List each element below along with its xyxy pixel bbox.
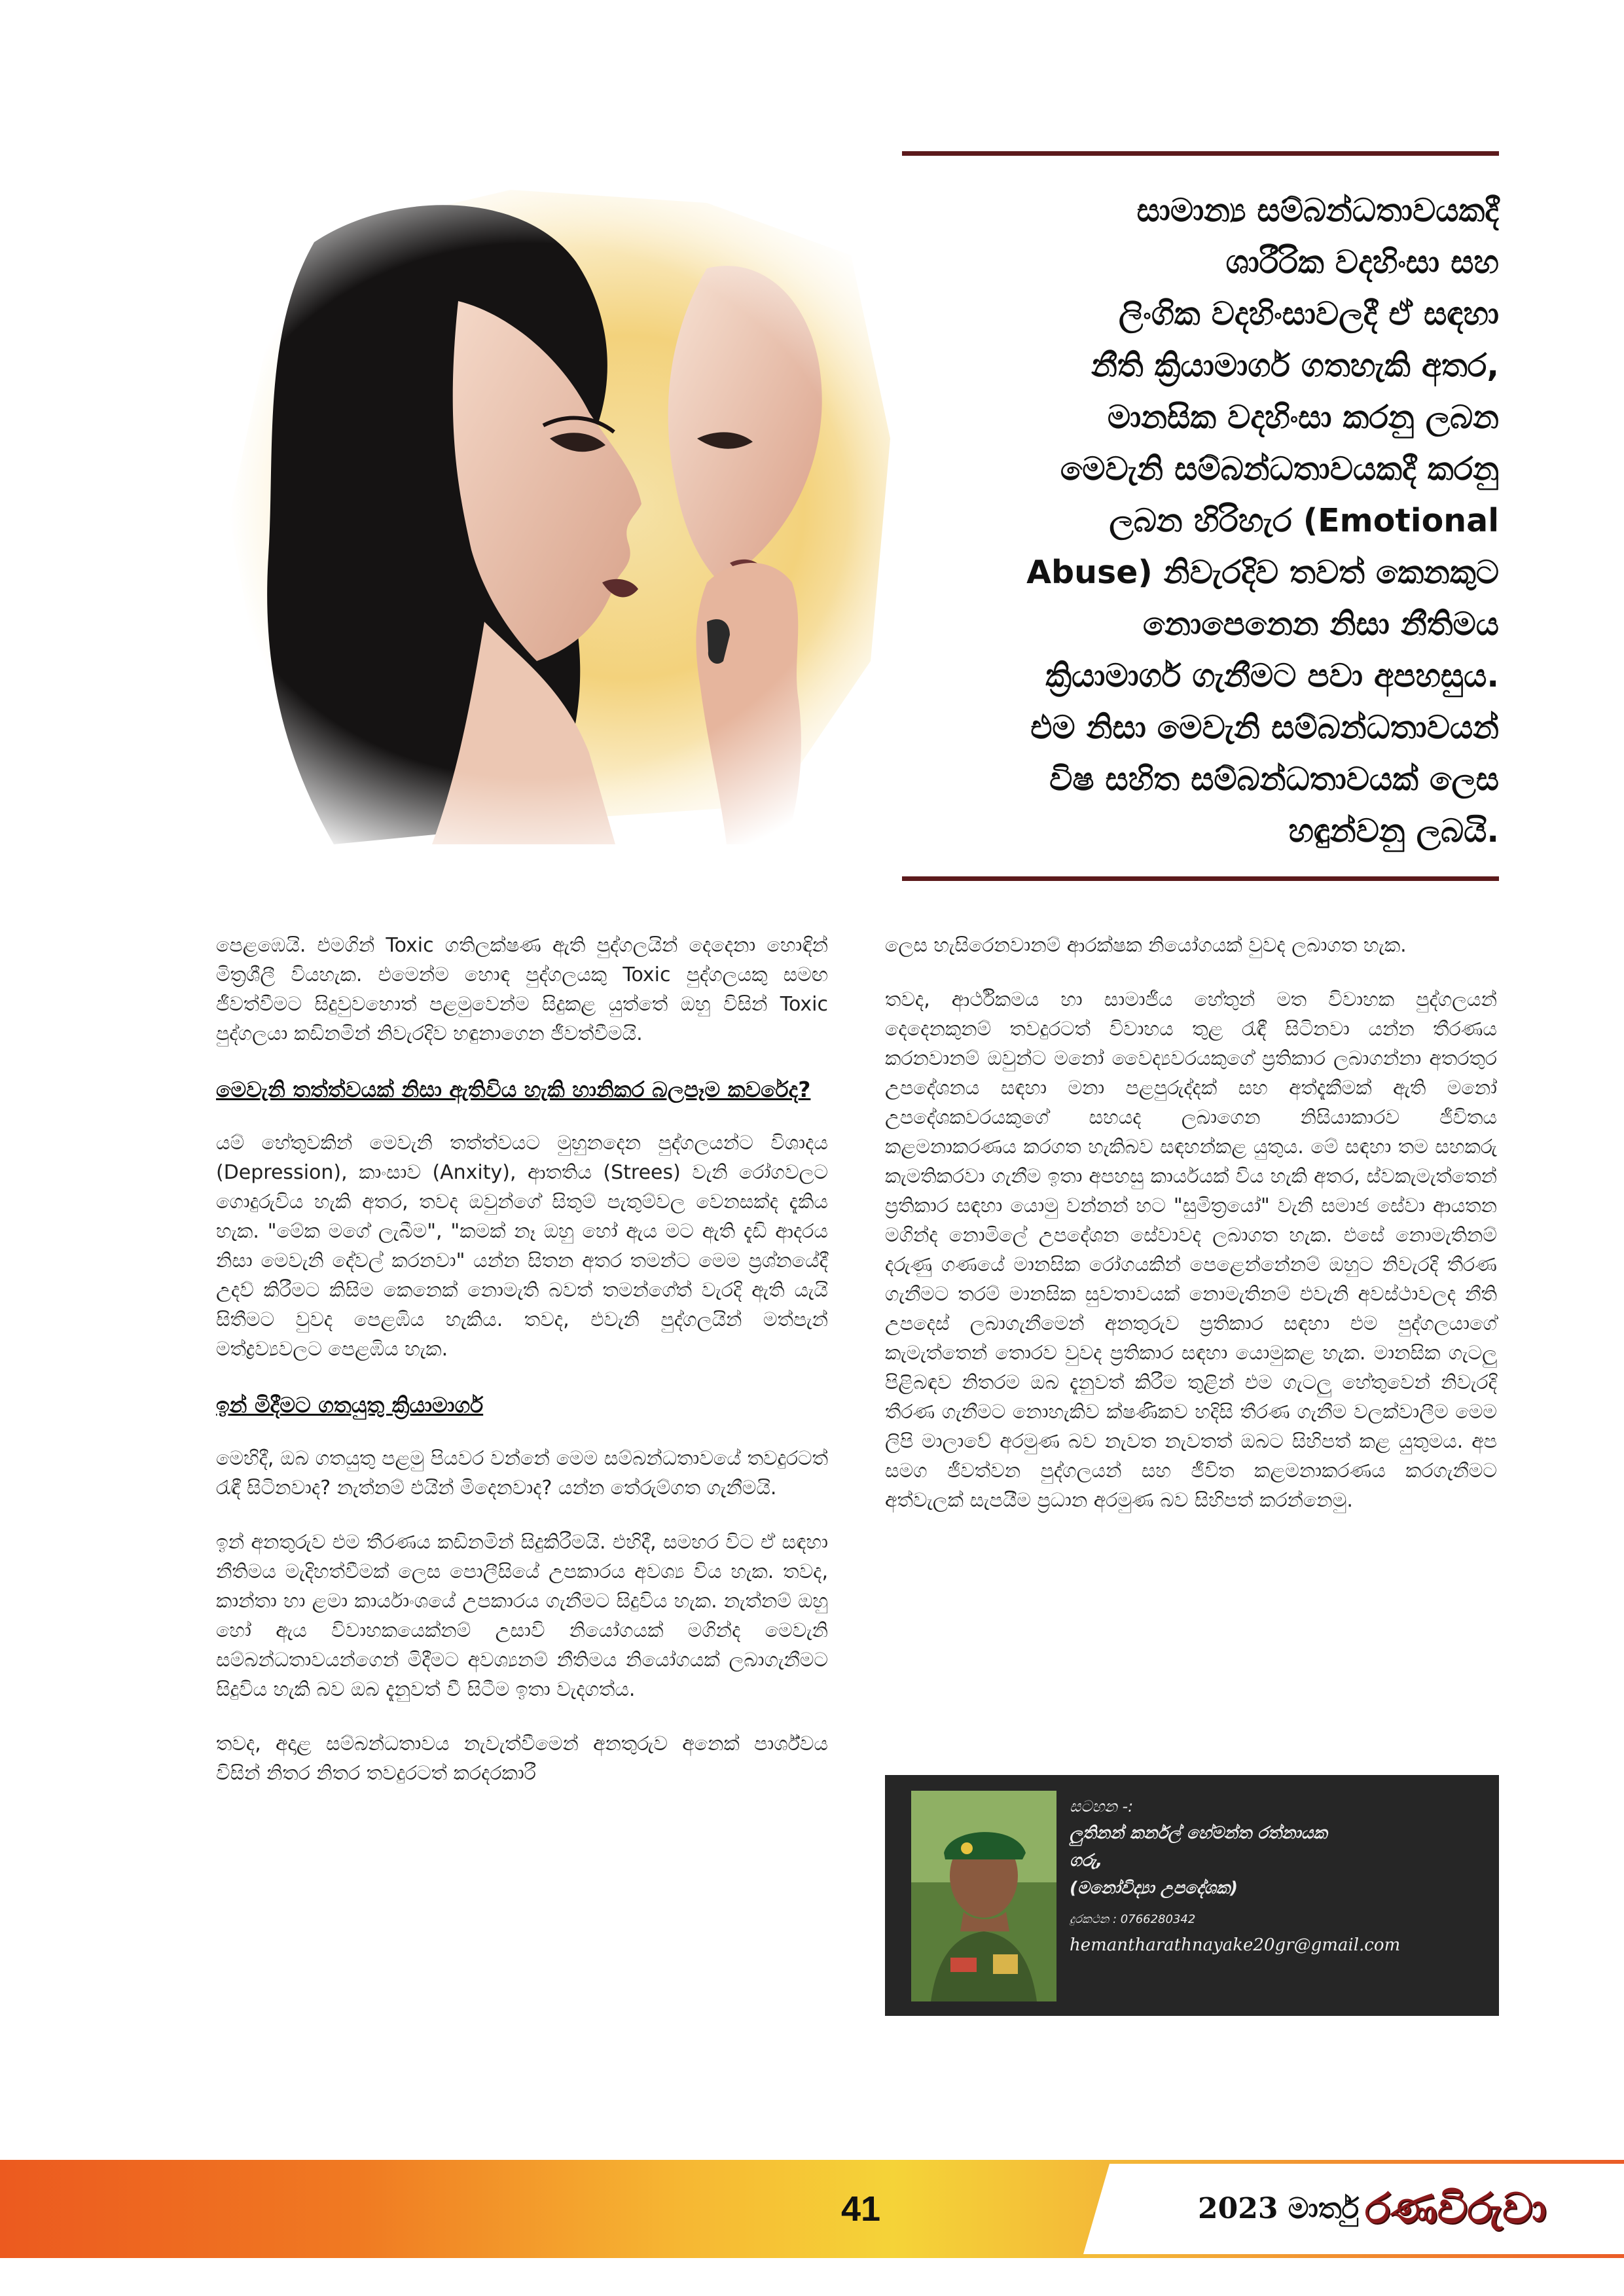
paragraph: යම් හේතුවකින් මෙවැනි තත්ත්වයට මුහුනදෙන පුද්ගලයන්ට විශාදය (Depression), කාංසාව (Anxity), ආතතිය (Strees) වැනි රෝගවලට ගොදුරුවිය හැකි අතර, තවද ඔවුන්ගේ සිතුම් පැතුම්වල වෙනසක්ද දැකිය හැක. "මේක මගේ ලැබීම", "කමක් නෑ ඔහු හෝ ඇය මට ඇති දැඩි ආදරය නිසා මෙවැනි දේවල් කරනවා" යන්න සිතන අතර තමන්ට මෙම ප්‍රශ්නයේදී උදව් කිරීමට කිසිම කෙනෙක් නොමැති බවත් තමන්ගේත් වැරදි ඇති යැයි සිතීමට වුවද පෙළඹිය හැකිය. තවද, එවැනි පුද්ගලයින් මත්පැන් මත්ද්‍රව්‍යවලට පෙළඹිය හැක. <box>216 1132 828 1361</box>
article-illustration <box>118 164 943 857</box>
pull-quote-line: සාමාන්‍ය සම්බන්ධතාවයකදී <box>1136 192 1499 229</box>
pull-quote-line: මානසික වදහිංසා කරනු ලබන <box>1107 399 1499 436</box>
pull-quote-line: ශාරීරික වදහිංසා සහ <box>1225 243 1499 281</box>
paragraph: තවද, අදාළ සම්බන්ධතාවය නැවැත්වීමෙන් අනතුරුව අනෙක් පාර්ශ්වය විසින් නිතර නිතර තවදුරටත් කරදරකාරී <box>216 1732 828 1785</box>
pull-quote-line: ලබන හිරිහැර (Emotional <box>1109 502 1499 539</box>
page-number: 41 <box>840 2189 881 2229</box>
author-email: hemantharathnayake20gr@gmail.com <box>1070 1935 1401 1955</box>
paragraph: ඉන් අනතුරුව එම තීරණය කඩිනමින් සිදුකිරීමයි. එහිදී, සමහර විට ඒ සඳහා නීතිමය මැදිහත්වීමක් ලෙස පොලීසියේ උපකාරය අවශ්‍ය විය හැක. තවද, කාන්තා හා ළමා කාර්යාංශයේ උපකාරය ගැනීමට සිදුවිය හැක. නැත්නම් ඔහු හෝ ඇය විවාහකයෙක්නම් උසාවි නියෝගයක් මගින්ද මෙවැනි සම්බන්ධතාවයන්ගෙන් මිදීමට අවශ්‍යනම් නීතිමය නියෝගයක් ලබාගැනීමට සිදුවිය හැකි බව ඔබ දැනුවත් වී සිටීම ඉතා වැදගත්ය. <box>216 1531 828 1701</box>
pull-quote-line: නොපෙනෙන නිසා නීතිමය <box>1142 605 1499 643</box>
paragraph: තවද, ආර්ථිකමය හා සාමාජීය හේතුන් මත විවාහක පුද්ගලයන් දෙදෙනකුනම් තවදුරටත් විවාහය තුළ රැඳී සිටිනවා යන්න තීරණය කරනවානම් ඔවුන්ට මනෝ වෛද්‍යවරයකුගේ ප්‍රතිකාර ලබාගන්නා අතරතුර උපදේශනය සඳහා මනා පළපුරුද්දක් සහ අත්දැකීමක් ඇති මනෝ උපදේශකවරයකුගේ සහයද ලබාගෙන නිසියාකාරව ජීවිතය කළමනාකරණය කරගත හැකිබව සඳහන්කළ යුතුය. මේ සඳහා තම සහකරු කැමතිකරවා ගැනීම ඉතා අපහසු කාර්යයක් විය හැකි අතර, ස්වකැමැත්තෙන් ප්‍රතිකාර සඳහා යොමු වන්නන් හට "සුමිත්‍රයෝ" වැනි සමාජ සේවා ආයතන මගින්ද නොමිලේ උපදේශන සේවාවද ලබාගත හැක. එසේ නොමැතිනම් දරුණු ගණයේ මානසික රෝගයකින් පෙළෙන්නේනම් ඔහුට නිවැරදි තීරණ ගැනීමට තරම් මානසික සුවතාවයක් නොමැතිනම් එවැනි අවස්ථාවලද නීති උපදෙස් ලබාගැනීමෙන් අනතුරුව ප්‍රතිකාර සඳහා එම පුද්ගලයාගේ කැමැත්තෙන් තොරව වුවද ප්‍රතිකාර සඳහා යොමුකළ හැක. මානසික ගැටලු පිළිබඳව නිතරම ඔබ දැනුවත් කිරීම තුළින් එම ගැටලු හේතුවෙන් නිවැරදි තීරණ ගැනීමට නොහැකිව ක්ෂණිකව හදිසි තීරණ ගැනීම වලක්වාලීම මෙම ලිපි මාලාවේ අරමුණ බව නැවත නැවතත් ඔබට සිහිපත් කළ යුතුමය. අප සමග ජීවත්වන පුද්ගලයන් සහ ජීවිත කළමනාකරණය කරගැනීමට අත්වැලක් සැපයීම ප්‍රධාන අරමුණ බව සිහිපත් කරන්නෙමු. <box>885 988 1497 1512</box>
author-details <box>1070 1793 1489 1960</box>
pull-quote-line: Abuse) නිවැරදිව තවත් කෙනකුට <box>1026 554 1499 591</box>
section-heading: මෙවැනි තත්ත්වයක් නිසා ඇතිවිය හැකි හානිකර බලපෑම කවරේද? <box>216 1077 811 1102</box>
paragraph: පෙළඹෙයි. එමගින් Toxic ගතිලක්ෂණ ඇති පුද්ගලයින් දෙදෙනා හොඳින් මිත්‍රශීලී වියහැක. එමෙන්ම හොඳ පුද්ගලයකු Toxic පුද්ගලයකු සමඟ ජීවත්වීමට සිදුවුවහොත් පළමුවෙන්ම සිදුකළ යුත්තේ ඔහු විසින් Toxic පුද්ගලයා කඩිනමින් නිවැරදිව හඳුනාගෙන ජීවත්වීමයි. <box>216 934 828 1045</box>
section-heading: ඉන් මිදීමට ගතයුතු ක්‍රියාමාර්ග <box>216 1392 484 1418</box>
right-column <box>885 931 1497 1540</box>
left-column <box>216 931 828 1813</box>
author-title: (මනෝවිද්‍යා උපදේශක) <box>1070 1878 1238 1898</box>
issue-date: 2023 මාර්තු <box>1198 2192 1360 2225</box>
author-box <box>885 1775 1499 2016</box>
author-photo <box>911 1791 1056 2001</box>
pull-quote-line: හඳුන්වනු ලබයි. <box>1288 812 1499 850</box>
magazine-logo: රණවිරුවා <box>1365 2185 1547 2233</box>
pull-quote-line: නීති ක්‍රියාමාර්ග ගතහැකි අතර, <box>1091 347 1499 384</box>
pull-quote-top-rule <box>902 151 1499 156</box>
author-unit: ගරු, <box>1070 1851 1103 1871</box>
pull-quote-line: ලිංගික වදහිංසාවලදී ඒ සඳහා <box>1118 295 1499 332</box>
paragraph: ලෙස හැසිරෙනවානම් ආරක්ෂක නියෝගයක් වුවද ලබාගත හැක. <box>885 934 1407 957</box>
author-name: ලුතිනන් කර්නල් හේමන්ත රත්නායක <box>1070 1823 1327 1843</box>
pull-quote-line: ක්‍රියාමාර්ග ගැනීමට පවා අපහසුය. <box>1045 657 1499 694</box>
paragraph: මෙහිදී, ඔබ ගතයුතු පළමු පියවර වන්නේ මෙම සම්බන්ධතාවයේ තවදුරටත් රැඳී සිටිනවාද? නැත්නම් එයින් මිදෙනවාද? යන්න තේරුම්ගත ගැනීමයි. <box>216 1447 828 1499</box>
pull-quote-line: විෂ සහිත සම්බන්ධතාවයක් ලෙස <box>1049 761 1499 798</box>
pull-quote <box>910 185 1499 857</box>
pull-quote-bottom-rule <box>902 876 1499 881</box>
pull-quote-line: මෙවැනි සම්බන්ධතාවයකදී කරනු <box>1060 450 1499 488</box>
pull-quote-line: එම නිසා මෙවැනි සම්බන්ධතාවයන් <box>1030 709 1499 746</box>
author-label: සටහන -: <box>1070 1797 1134 1816</box>
author-phone: දුරකථන : 0766280342 <box>1070 1912 1196 1926</box>
